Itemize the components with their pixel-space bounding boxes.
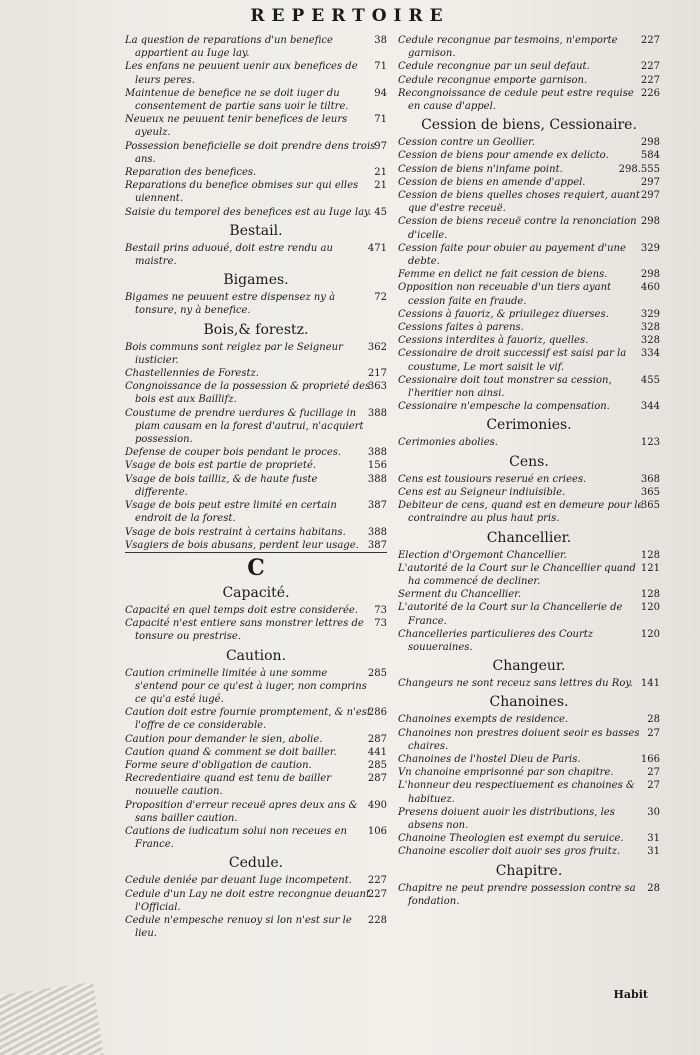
index-entry [125, 706, 387, 732]
entry-page-number: 94 [374, 87, 387, 99]
index-entry [398, 832, 660, 845]
entry-page-number: 297 [640, 190, 660, 202]
entry-page-number: 285 [367, 759, 387, 771]
entry-text: Vsage de bois est partie de proprieté. [125, 460, 317, 472]
entry-text: Chanoines de l'hostel Dieu de Paris. [398, 753, 581, 765]
section-heading: Bois,& forestz. [203, 321, 309, 338]
index-entry [125, 746, 387, 759]
index-entry [398, 727, 660, 753]
index-entry [125, 242, 387, 268]
entry-text: Presens doiuent auoir les distributions, les absens non. [398, 806, 615, 831]
index-entry [125, 140, 387, 166]
entry-page-number: 490 [367, 799, 387, 811]
entry-text: Chanoines non prestres doiuent seoir es basses chaires. [398, 727, 640, 752]
index-entry [398, 334, 660, 347]
entry-page-number: 298 [640, 269, 660, 281]
entry-text: Bois communs sont reiglez par le Seigneur iusticier. [125, 341, 343, 366]
entry-text: Vsage de bois peut estre limité en certain endroit de la forest. [125, 500, 337, 525]
index-entry [398, 779, 660, 805]
index-entry [398, 806, 660, 832]
entry-text: Bigames ne peuuent estre dispensez ny à tonsure, ny à benefice. [125, 292, 336, 317]
entry-text: Cession de biens en amende d'appel. [398, 176, 586, 188]
entry-page-number: 298 [640, 137, 660, 149]
entry-page-number: 344 [640, 401, 660, 413]
entry-page-number: 387 [367, 500, 387, 512]
entry-page-number: 227 [367, 888, 387, 900]
entry-text: Cedule deniée par deuant Iuge incompetent. [125, 875, 352, 887]
entry-page-number: 460 [640, 282, 660, 294]
entry-text: Cession de biens quelles choses requiert, auant que d'estre receuë. [398, 190, 640, 215]
entry-page-number: 287 [367, 733, 387, 745]
entry-text: Cedule d'un Lay ne doit estre recongnue deuant l'Official. [125, 888, 370, 913]
index-entry [398, 242, 660, 268]
index-entry [125, 825, 387, 851]
entry-text: Les enfans ne peuuent uenir aux benefices de leurs peres. [125, 61, 358, 86]
entry-page-number: 71 [374, 114, 387, 126]
section-heading: Chancellier. [486, 529, 572, 546]
entry-page-number: 368 [640, 473, 660, 485]
section-heading: Caution. [225, 647, 287, 664]
index-entry [398, 268, 660, 281]
entry-text: Vn chanoine emprisonné par son chapitre. [398, 767, 614, 779]
entry-text: Chastellennies de Forestz. [125, 368, 259, 380]
entry-text: Cautions de iudicatum solui non receues en France. [125, 825, 347, 851]
index-entry [398, 628, 660, 654]
entry-text: Proposition d'erreur receuë apres deux ans & sans bailler caution. [125, 799, 358, 824]
entry-page-number: 166 [640, 753, 660, 765]
entry-text: Saisie du temporel des benefices est au Iuge lay. [125, 206, 372, 218]
index-entry [398, 473, 660, 486]
entry-page-number: 21 [374, 167, 387, 179]
section-heading: Bestail. [229, 222, 283, 239]
entry-text: Election d'Orgemont Chancellier. [398, 549, 567, 561]
index-entry [398, 549, 660, 562]
entry-page-number: 388 [367, 473, 387, 485]
entry-page-number: 328 [640, 322, 660, 334]
entry-text: Femme en delict ne fait cession de biens. [398, 269, 608, 281]
index-entry [125, 291, 387, 317]
entry-page-number: 156 [367, 460, 387, 472]
index-entry [125, 914, 387, 940]
entry-text: Recongnoissance de cedule peut estre requise en cause d'appel. [398, 87, 634, 113]
entry-page-number: 38 [374, 35, 387, 46]
index-entry [398, 486, 660, 499]
entry-text: Cessions interdites à fauoriz, quelles. [398, 335, 589, 347]
index-entry [125, 667, 387, 707]
index-entry [398, 436, 660, 449]
entry-text: La question de reparations d'un benefice appartient au Iuge lay. [125, 35, 333, 60]
section-heading: Cens. [509, 453, 549, 470]
entry-text: Congnoissance de la possession & proprieté des bois est aux Baillifz. [125, 381, 371, 406]
entry-page-number: 227 [640, 61, 660, 73]
entry-text: Cession contre un Geollier. [398, 137, 535, 149]
right-column [398, 34, 660, 908]
entry-text: Cedule recongnue emporte garnison. [398, 74, 588, 86]
entry-text: Forme seure d'obligation de caution. [125, 759, 312, 771]
entry-text: Possession beneficielle se doit prendre dens trois ans. [125, 140, 376, 165]
entry-text: Cerimonies abolies. [398, 437, 498, 449]
entry-page-number: 128 [640, 549, 660, 561]
index-entry [398, 215, 660, 241]
entry-text: L'honneur deu respectiuement es chanoines & habituez. [398, 780, 635, 805]
entry-page-number: 328 [640, 335, 660, 347]
entry-page-number: 287 [367, 773, 387, 785]
entry-text: Cession de biens pour amende ex delicto. [398, 150, 609, 162]
entry-text: Capacité en quel temps doit estre considerée. [125, 604, 358, 616]
index-entry [398, 766, 660, 779]
index-entry [398, 677, 660, 690]
index-entry [125, 759, 387, 772]
entry-text: Cedule recongnue par tesmoins, n'emporte garnison. [398, 35, 618, 60]
entry-page-number: 298 [640, 216, 660, 228]
entry-text: Cessions faites à parens. [398, 322, 524, 334]
entry-page-number: 286 [367, 707, 387, 719]
entry-text: Cession de biens receuë contre la renonciation d'icelle. [398, 216, 637, 241]
index-entry [125, 888, 387, 914]
index-entry [398, 189, 660, 215]
entry-text: Caution quand & comment se doit bailler. [125, 746, 337, 758]
entry-page-number: 72 [374, 292, 387, 304]
entry-text: Cessionaire doit tout monstrer sa cession, l'heritier non ainsi. [398, 374, 612, 400]
section-heading: Bigames. [223, 272, 289, 289]
section-heading: Cession de biens, Cessionaire. [421, 117, 637, 134]
entry-page-number: 298.555 [618, 163, 660, 175]
entry-page-number: 141 [640, 678, 660, 690]
entry-text: Opposition non receuable d'un tiers ayant cession faite en fraude. [398, 282, 612, 307]
entry-page-number: 228 [367, 914, 387, 926]
entry-page-number: 31 [647, 846, 660, 858]
index-entry [398, 713, 660, 726]
catchword: Habit [613, 988, 648, 1001]
entry-text: Coustume de prendre uerdures & fucillage in piam causam en la forest d'autrui, n'acquiert possession. [125, 407, 364, 446]
index-entry [125, 166, 387, 179]
entry-text: Serment du Chancellier. [398, 589, 521, 601]
section-letter: C [125, 552, 387, 581]
entry-text: Debiteur de cens, quand est en demeure pour le contraindre au plus haut pris. [398, 500, 644, 525]
entry-text: Cession de biens n'infame point. [398, 163, 563, 175]
entry-page-number: 584 [640, 150, 660, 162]
entry-page-number: 28 [647, 882, 660, 894]
entry-page-number: 471 [367, 242, 387, 254]
entry-text: Defense de couper bois pendant le proces. [125, 447, 342, 459]
entry-text: Reparations du benefice obmises sur qui elles uiennent. [125, 180, 359, 205]
entry-text: Reparation des benefices. [125, 167, 257, 179]
entry-page-number: 21 [374, 180, 387, 192]
section-heading: Chanoines. [489, 694, 569, 711]
entry-text: Cens est tousiours reserué en criees. [398, 473, 587, 485]
index-entry [398, 87, 660, 113]
entry-page-number: 97 [374, 140, 387, 152]
index-entry [125, 341, 387, 367]
index-entry [125, 367, 387, 380]
index-entry [125, 407, 387, 447]
entry-page-number: 27 [647, 780, 660, 792]
index-entry [398, 60, 660, 73]
index-entry [398, 588, 660, 601]
index-entry [398, 149, 660, 162]
entry-page-number: 387 [367, 539, 387, 551]
entry-text: Chapitre ne peut prendre possession contre sa fondation. [398, 882, 636, 907]
entry-text: Cessionaire n'empesche la compensation. [398, 401, 610, 413]
entry-page-number: 388 [367, 407, 387, 419]
entry-text: Capacité n'est entiere sans monstrer lettres de tonsure ou prestrise. [125, 618, 364, 643]
entry-page-number: 123 [640, 437, 660, 449]
entry-page-number: 334 [640, 348, 660, 360]
entry-page-number: 227 [367, 875, 387, 887]
entry-text: Vsage de bois restraint à certains habitans. [125, 526, 346, 538]
index-entry [398, 308, 660, 321]
page-header: REPERTOIRE [250, 6, 450, 26]
index-entry [398, 374, 660, 400]
index-entry [398, 562, 660, 588]
index-entry [398, 163, 660, 176]
entry-text: Chanoine Theologien est exempt du seruice. [398, 833, 624, 845]
entry-page-number: 73 [374, 618, 387, 630]
index-entry [125, 179, 387, 205]
entry-page-number: 30 [647, 806, 660, 818]
index-entry [398, 34, 660, 60]
index-entry [125, 206, 387, 219]
entry-page-number: 388 [367, 447, 387, 459]
index-entry [125, 772, 387, 798]
entry-text: Caution pour demander le sien, abolie. [125, 733, 323, 745]
entry-text: Cens est au Seigneur indiuisible. [398, 486, 566, 498]
entry-page-number: 217 [367, 368, 387, 380]
index-entry [398, 281, 660, 307]
entry-text: Vsagiers de bois abusans, perdent leur usage. [125, 539, 359, 551]
entry-page-number: 227 [640, 74, 660, 86]
section-heading: Chapitre. [495, 862, 563, 879]
entry-page-number: 227 [640, 35, 660, 46]
left-column [125, 34, 387, 940]
entry-text: Maintenue de benefice ne se doit iuger du consentement de partie sans uoir le tiltre. [125, 87, 349, 113]
entry-text: Changeurs ne sont receuz sans lettres du Roy. [398, 678, 633, 690]
entry-page-number: 455 [640, 374, 660, 386]
entry-text: Chancelleries particulieres des Courtz souueraines. [398, 628, 594, 653]
index-entry [398, 882, 660, 908]
entry-page-number: 329 [640, 308, 660, 320]
entry-page-number: 329 [640, 242, 660, 254]
entry-page-number: 128 [640, 589, 660, 601]
index-entry [398, 499, 660, 525]
page-corner-shadow [0, 982, 106, 1055]
entry-page-number: 388 [367, 526, 387, 538]
section-heading: Changeur. [492, 658, 566, 675]
index-entry [398, 845, 660, 858]
entry-text: Vsage de bois tailliz, & de haute fuste differente. [125, 473, 318, 498]
index-entry [125, 539, 387, 552]
index-entry [125, 526, 387, 539]
index-entry [398, 176, 660, 189]
entry-text: Bestail prins aduoué, doit estre rendu au maistre. [125, 242, 333, 268]
index-entry [125, 446, 387, 459]
index-entry [125, 113, 387, 139]
index-entry [398, 753, 660, 766]
entry-page-number: 121 [640, 562, 660, 574]
index-entry [125, 87, 387, 113]
entry-page-number: 120 [640, 628, 660, 640]
entry-text: Cedule n'empesche renuoy si lon n'est sur le lieu. [125, 914, 352, 940]
entry-text: Recredentiaire quand est tenu de bailler nouuelle caution. [125, 773, 331, 798]
index-entry [125, 617, 387, 643]
entry-text: Cessionaire de droit successif est saisi par la coustume, Le mort saisit le vif. [398, 348, 627, 373]
section-heading: Capacité. [222, 584, 290, 601]
entry-page-number: 73 [374, 604, 387, 616]
section-heading: Cedule. [228, 855, 284, 872]
index-entry [398, 601, 660, 627]
entry-text: Chanoine escolier doit auoir ses gros fruitz. [398, 846, 621, 858]
index-entry [125, 380, 387, 406]
entry-page-number: 362 [367, 341, 387, 353]
entry-text: Cession faite pour obuier au payement d'une debte. [398, 242, 626, 268]
index-entry [125, 874, 387, 887]
entry-page-number: 71 [374, 61, 387, 73]
entry-page-number: 441 [367, 746, 387, 758]
index-entry [125, 604, 387, 617]
index-entry [125, 34, 387, 60]
index-entry [125, 499, 387, 525]
index-entry [398, 74, 660, 87]
entry-page-number: 363 [367, 381, 387, 393]
entry-text: Cessions à fauoriz, & priuilegez diuerses. [398, 308, 609, 320]
section-heading: Cerimonies. [486, 417, 572, 434]
entry-text: Chanoines exempts de residence. [398, 714, 569, 726]
entry-page-number: 226 [640, 87, 660, 99]
index-entry [398, 136, 660, 149]
entry-text: L'autorité de la Court sur la Chancellerie de France. [398, 602, 623, 627]
index-entry [125, 60, 387, 86]
index-entry [125, 473, 387, 499]
entry-page-number: 365 [640, 486, 660, 498]
entry-page-number: 297 [640, 176, 660, 188]
entry-page-number: 28 [647, 714, 660, 726]
index-entry [125, 459, 387, 472]
entry-page-number: 27 [647, 767, 660, 779]
entry-page-number: 31 [647, 833, 660, 845]
entry-text: Caution doit estre fournie promptement, & n'est l'offre de ce considerable. [125, 707, 371, 732]
index-entry [125, 733, 387, 746]
entry-text: L'autorité de la Court sur le Chancellier quand ha commencé de decliner. [398, 562, 636, 587]
entry-text: Cedule recongnue par un seul defaut. [398, 61, 590, 73]
entry-text: Neueux ne peuuent tenir benefices de leurs ayeulz. [125, 114, 348, 139]
entry-page-number: 365 [640, 500, 660, 512]
entry-page-number: 285 [367, 667, 387, 679]
entry-page-number: 27 [647, 727, 660, 739]
index-entry [398, 347, 660, 373]
index-entry [125, 799, 387, 825]
index-entry [398, 400, 660, 413]
entry-page-number: 45 [374, 206, 387, 218]
index-entry [398, 321, 660, 334]
entry-page-number: 106 [367, 825, 387, 837]
entry-page-number: 120 [640, 602, 660, 614]
entry-text: Caution criminelle limitée à une somme s'entend pour ce qu'est à iuger, non comprins ce qu'a esté iugé. [125, 667, 367, 705]
